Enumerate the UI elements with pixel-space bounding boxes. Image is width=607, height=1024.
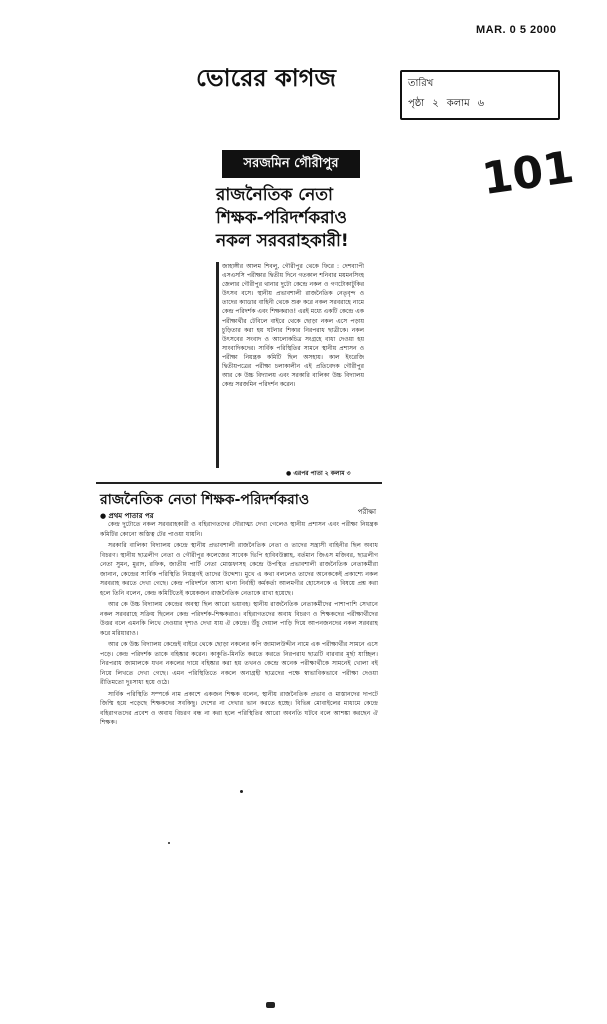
handwritten-number: 101: [478, 141, 577, 206]
body-paragraph: সরকারি বালিকা বিদ্যালয় কেন্দ্রে স্থানীয় প্রভাবশালী রাজনৈতিক নেতা ও তাদের সন্ত্রাসী বাহিনীর ছিল অবাধ বিচরণ। স্থানীয় ছাত্রলীগ নেতা ও গৌরীপুর কলেজের সাবেক ভিপি হাবিবউল্লাহ, বর্তমান জিএস মজিবর, ছাত্রলীগ নেতা সুমন, মুরাদ, রফিক, জাতীয় পার্টি নেতা মোস্তফাসহ কেন্দ্রে উপস্থিত প্রভাবশালী রাজনৈতিক নেতাকর্মীরা জানান, কেন্দ্রের সার্বিক পরিস্থিতি নিয়ন্ত্রণই তাদের উদ্দেশ্য। মুখে এ কথা বললেও তাদের অনেককেই প্রকাশ্যে নকল সরবরাহ করতে দেখা গেছে। কেন্দ্র পরিদর্শনে আসা থানা নির্বাহী কর্মকর্তা আলমগীর হোসেনকে এ বিষয়ে প্রশ্ন করা হলে তিনি বলেন, কেন্দ্র কমিটিতেই কয়েকজন রাজনৈতিক নেতাকে রাখা হয়েছে।: [100, 542, 378, 597]
ledger-page-value: ২: [432, 98, 439, 109]
article-column-text: জাহাঙ্গীর আলম শিবলু, গৌরীপুর থেকে ফিরে : দেশব্যাপী এসএসসি পরীক্ষার দ্বিতীয় দিনে গতকাল শনিবার ময়মনসিংহ জেলার গৌরীপুর থানার দুটো কেন্দ্রে নকল ও গণটোকাটুকির উৎসব বসে। স্থানীয় প্রভাবশালী রাজনৈতিক নেতৃবৃন্দ ও তাদের ক্যাডার বাহিনী থেকে শুরু করে নকল সরবরাহে নামে কেন্দ্র পরিদর্শক এবং শিক্ষকরাও! এরই মধ্যে একটি কেন্দ্রে এক পরীক্ষার্থীর টেবিলে বাইরে থেকে ছোড়া নকল এসে পড়ায় চুড়িতার করা হয় ঘটনার শিকার নিরপরাধ ছাত্রীকে। নকল উৎসবের সংবাদ ও আলোকচিত্র সংগ্রহে বাধা দেওয়া হয় সাংবাদিকদের। সার্বিক পরিস্থিতির সামনে স্থানীয় প্রশাসন ও পরীক্ষা নিয়ন্ত্রক কমিটি ছিল অসহায়। কাল ইংরেজি দ্বিতীয়পত্রের পরীক্ষা চলাকালীন এই প্রতিবেদক গৌরীপুর আর কে উচ্চ বিদ্যালয় এবং সরকারি বালিকা উচ্চ বিদ্যালয় কেন্দ্র সরজমিন পরিদর্শন করেন।: [216, 262, 364, 468]
headline-line: নকল সরবরাহকারী!: [216, 231, 349, 251]
article-clipping-top: [216, 150, 364, 482]
continued-label: ● এরপর পাতা ২ কলাম ৩: [286, 470, 351, 477]
ledger-page-row: [408, 96, 484, 113]
ledger-column-value: ৬: [477, 98, 485, 109]
scan-speck: [266, 1002, 275, 1008]
article-clipping-continuation: [96, 482, 382, 758]
carried-word: পরীক্ষা: [357, 508, 376, 516]
body-paragraph: আর কে উচ্চ বিদ্যালয় কেন্দ্রের অবস্থা ছিল আরো ভয়াবহ। স্থানীয় রাজনৈতিক নেতাকর্মীদের পাশাপাশি সেখানে নকল সরবরাহে সক্রিয় ছিলেন কেন্দ্র পরিদর্শক-শিক্ষকরাও। বহিরাগতদের অবাধ বিচরণ ও শিক্ষকদের পরীক্ষার্থীদের উত্তর বলে এমনকি লিখে দেওয়ার দৃশ্যও দেখা যায় ঐ কেন্দ্রে। উঁচু দেয়াল পাড়ি দিয়ে আপনজনদের নকল সরবরাহ করে মরিয়ারাও।: [100, 601, 378, 637]
ledger-date-label: তারিখ: [408, 78, 434, 89]
headline-line: রাজনৈতিক নেতা: [216, 185, 333, 205]
scan-speck: [240, 790, 243, 793]
article-headline: [216, 184, 364, 253]
ledger-column-label: কলাম: [446, 98, 470, 109]
continuation-body: [100, 520, 378, 752]
ledger-page-label: পৃষ্ঠা: [408, 98, 425, 109]
continued-from-label: ● প্রথম পাতার পর: [100, 512, 154, 520]
scan-speck: [168, 842, 170, 844]
clipping-ledger-box: [400, 70, 560, 120]
date-stamp: MAR. 0 5 2000: [476, 24, 557, 36]
headline-line: শিক্ষক-পরিদর্শকরাও: [216, 208, 348, 228]
body-paragraph: আর কে উচ্চ বিদ্যালয় কেন্দ্রেই বাইরে থেকে ছোড়া নকলের কপি জামালউদ্দীন নামে এক পরীক্ষার্থীর সামনে এসে পড়ে। কেন্দ্র পরিদর্শক তাকে বহিষ্কার করেন। কাকুতি-মিনতি করতে করতে নিরপরাধ ছাত্রটি বারবার মূর্ছা যাচ্ছিল। নিরপরাধ জামালকে যখন নকলের দায়ে বহিষ্কার করা হয় তখনও কেন্দ্রে অনেক পরীক্ষার্থীকে সামনেই খোলা বই নিয়ে লিখতে দেখা গেছে। এমন পরিস্থিতিতে নকলে অনাগ্রহী ছাত্রদের পক্ষে স্বাভাবিকভাবে পরীক্ষা দেওয়া রীতিমতো দুঃসাধ্য হয়ে ওঠে।: [100, 641, 378, 686]
body-paragraph: কেন্দ্র দুটোতে নকল সরবরাহকারী ও বহিরাগতদের দৌরাত্ম্য দেখা গেলেও স্থানীয় প্রশাসন এবং পরীক্ষা নিয়ন্ত্রক কমিটির কোনো অস্তিত্ব টের পাওয়া যায়নি।: [100, 521, 378, 538]
newspaper-masthead: ভোরের কাগজ: [196, 63, 336, 92]
section-banner: সরজমিন গৌরীপুর: [222, 150, 360, 178]
body-paragraph: সার্বিক পরিস্থিতি সম্পর্কে নাম প্রকাশে একজন শিক্ষক বলেন, স্থানীয় রাজনৈতিক প্রভাব ও মাস্তানদের দাপটে জিম্মি হয়ে পড়েছে শিক্ষকদের সবকিছু। দেশের না দেখার ভান করতে হচ্ছে। বিভিন্ন মোবাইলের মাধ্যমে কেন্দ্রে বহিরাগতদের প্রবেশ ও অবাধ বিচরণ বন্ধ না করা হলে পরিস্থিতির আরো অবনতি ঘটবে বলে আশঙ্কা করছেন ঐ শিক্ষক।: [100, 690, 378, 726]
continuation-headline: রাজনৈতিক নেতা শিক্ষক-পরিদর্শকরাও: [100, 492, 310, 508]
